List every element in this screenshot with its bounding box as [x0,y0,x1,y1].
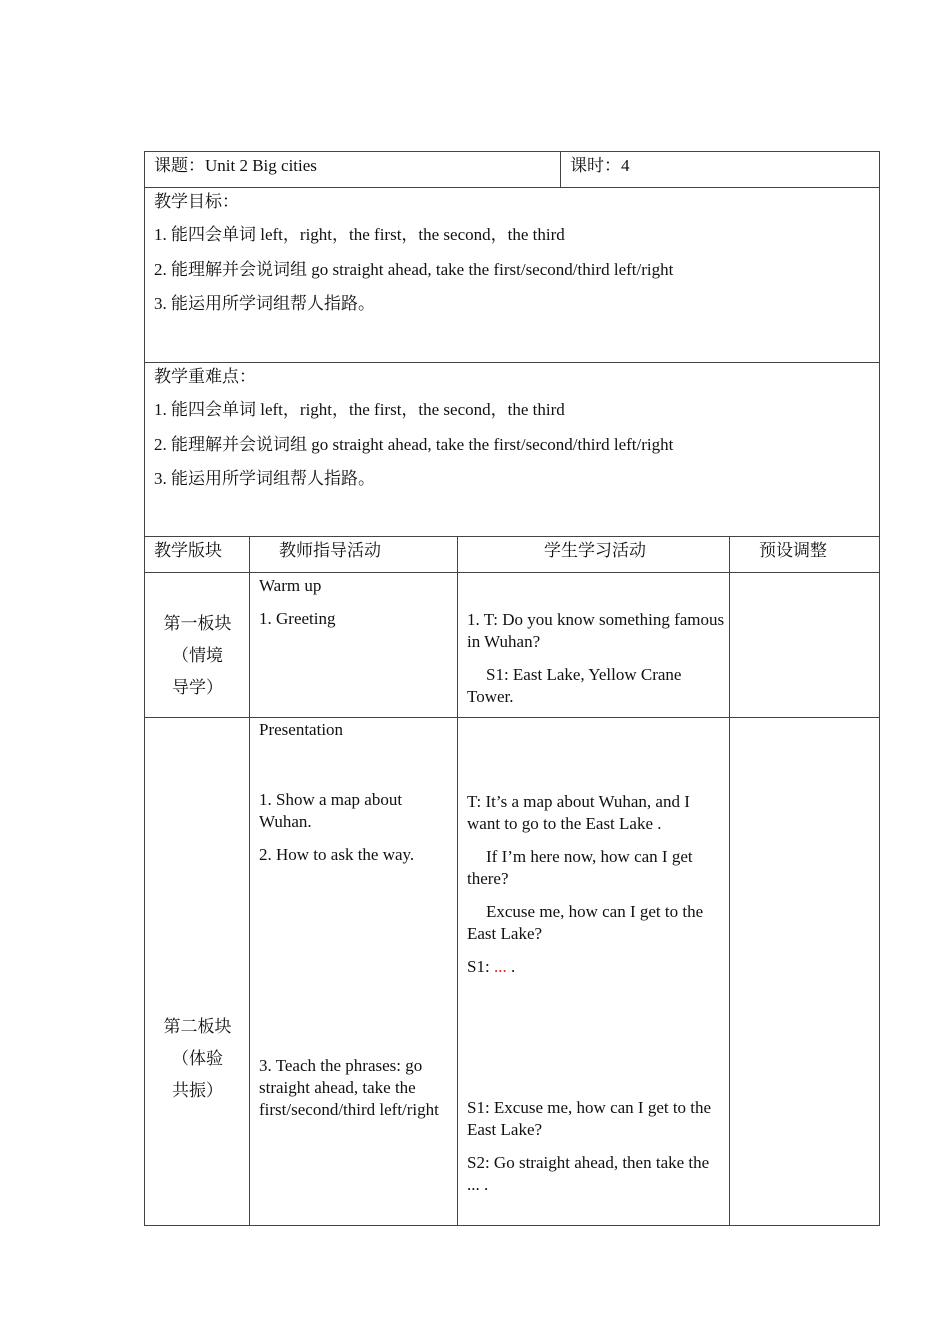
column-header-teacher: 教师指导活动 [279,541,381,560]
s1-prefix: S1: [467,957,494,976]
section2-teacher-item1: 1. Show a map about Wuhan. [259,790,403,831]
row-divider-header [144,187,880,188]
column-header-section: 教学版块 [154,541,222,560]
keypoint-item-1: 1. 能四会单词 left，right，the first，the second，the third [154,400,565,419]
s1-answer-placeholder: ... [493,957,507,976]
column-header-adjust: 预设调整 [759,541,827,560]
section1-label-line3: 导学） [172,678,223,697]
objective-item-1: 1. 能四会单词 left，right，the first，the second，the third [154,225,565,244]
section2-student-line6: S2: Go straight ahead, then take the ... . [467,1153,710,1194]
section2-teacher-title: Presentation [259,720,344,739]
section2-student-s1-line [467,956,725,978]
row-divider-keypoints [144,536,880,537]
section1-student-line1: 1. T: Do you know something famous in Wuhan? [467,610,725,651]
section2-student-group1 [467,791,725,989]
col-divider-section [249,536,250,1226]
section2-label-line1: 第二板块 [163,1017,232,1036]
row-divider-objectives [144,362,880,363]
keypoints-heading: 教学重难点： [154,367,256,386]
section1-label-line1: 第一板块 [163,614,232,633]
section1-label-line2: （情境 [172,646,223,665]
objectives-heading: 教学目标： [154,192,239,211]
lesson-period: 课时：4 [570,156,630,175]
objective-item-2: 2. 能理解并会说词组 go straight ahead, take the first/second/third left/right [154,260,674,279]
section2-label-line2: （体验 [172,1049,223,1068]
section2-student-line3: Excuse me, how can I get to the East Lake? [467,902,704,943]
column-header-student: 学生学习活动 [544,541,646,560]
section1-label [150,608,245,704]
section2-student-line2: If I’m here now, how can I get there? [467,847,693,888]
row-divider-columns [144,572,880,573]
section1-student-activities [467,609,725,719]
section2-student-line5: S1: Excuse me, how can I get to the East Lake? [467,1098,712,1139]
lesson-topic: 课题：Unit 2 Big cities [154,156,317,175]
col-divider-header [560,151,561,188]
section1-teacher-title: Warm up [259,576,322,595]
objective-item-3: 3. 能运用所学词组帮人指路。 [154,294,375,313]
keypoint-item-2: 2. 能理解并会说词组 go straight ahead, take the first/second/third left/right [154,435,674,454]
section1-teacher-item1: 1. Greeting [259,609,336,628]
section2-label [150,1011,245,1107]
col-divider-student [729,536,730,1226]
section2-teacher-item2: 2. How to ask the way. [259,845,415,864]
section2-label-line3: 共振） [172,1081,223,1100]
col-divider-teacher [457,536,458,1226]
section2-student-group2 [467,1097,725,1207]
keypoint-item-3: 3. 能运用所学词组帮人指路。 [154,469,375,488]
section2-teacher-item3: 3. Teach the phrases: go straight ahead, take the first/second/third left/right [259,1056,439,1119]
section2-student-line1: T: It’s a map about Wuhan, and I want to go to the East Lake . [467,792,690,833]
section1-student-line2: S1: East Lake, Yellow Crane Tower. [467,665,682,706]
s1-suffix: . [506,957,516,976]
